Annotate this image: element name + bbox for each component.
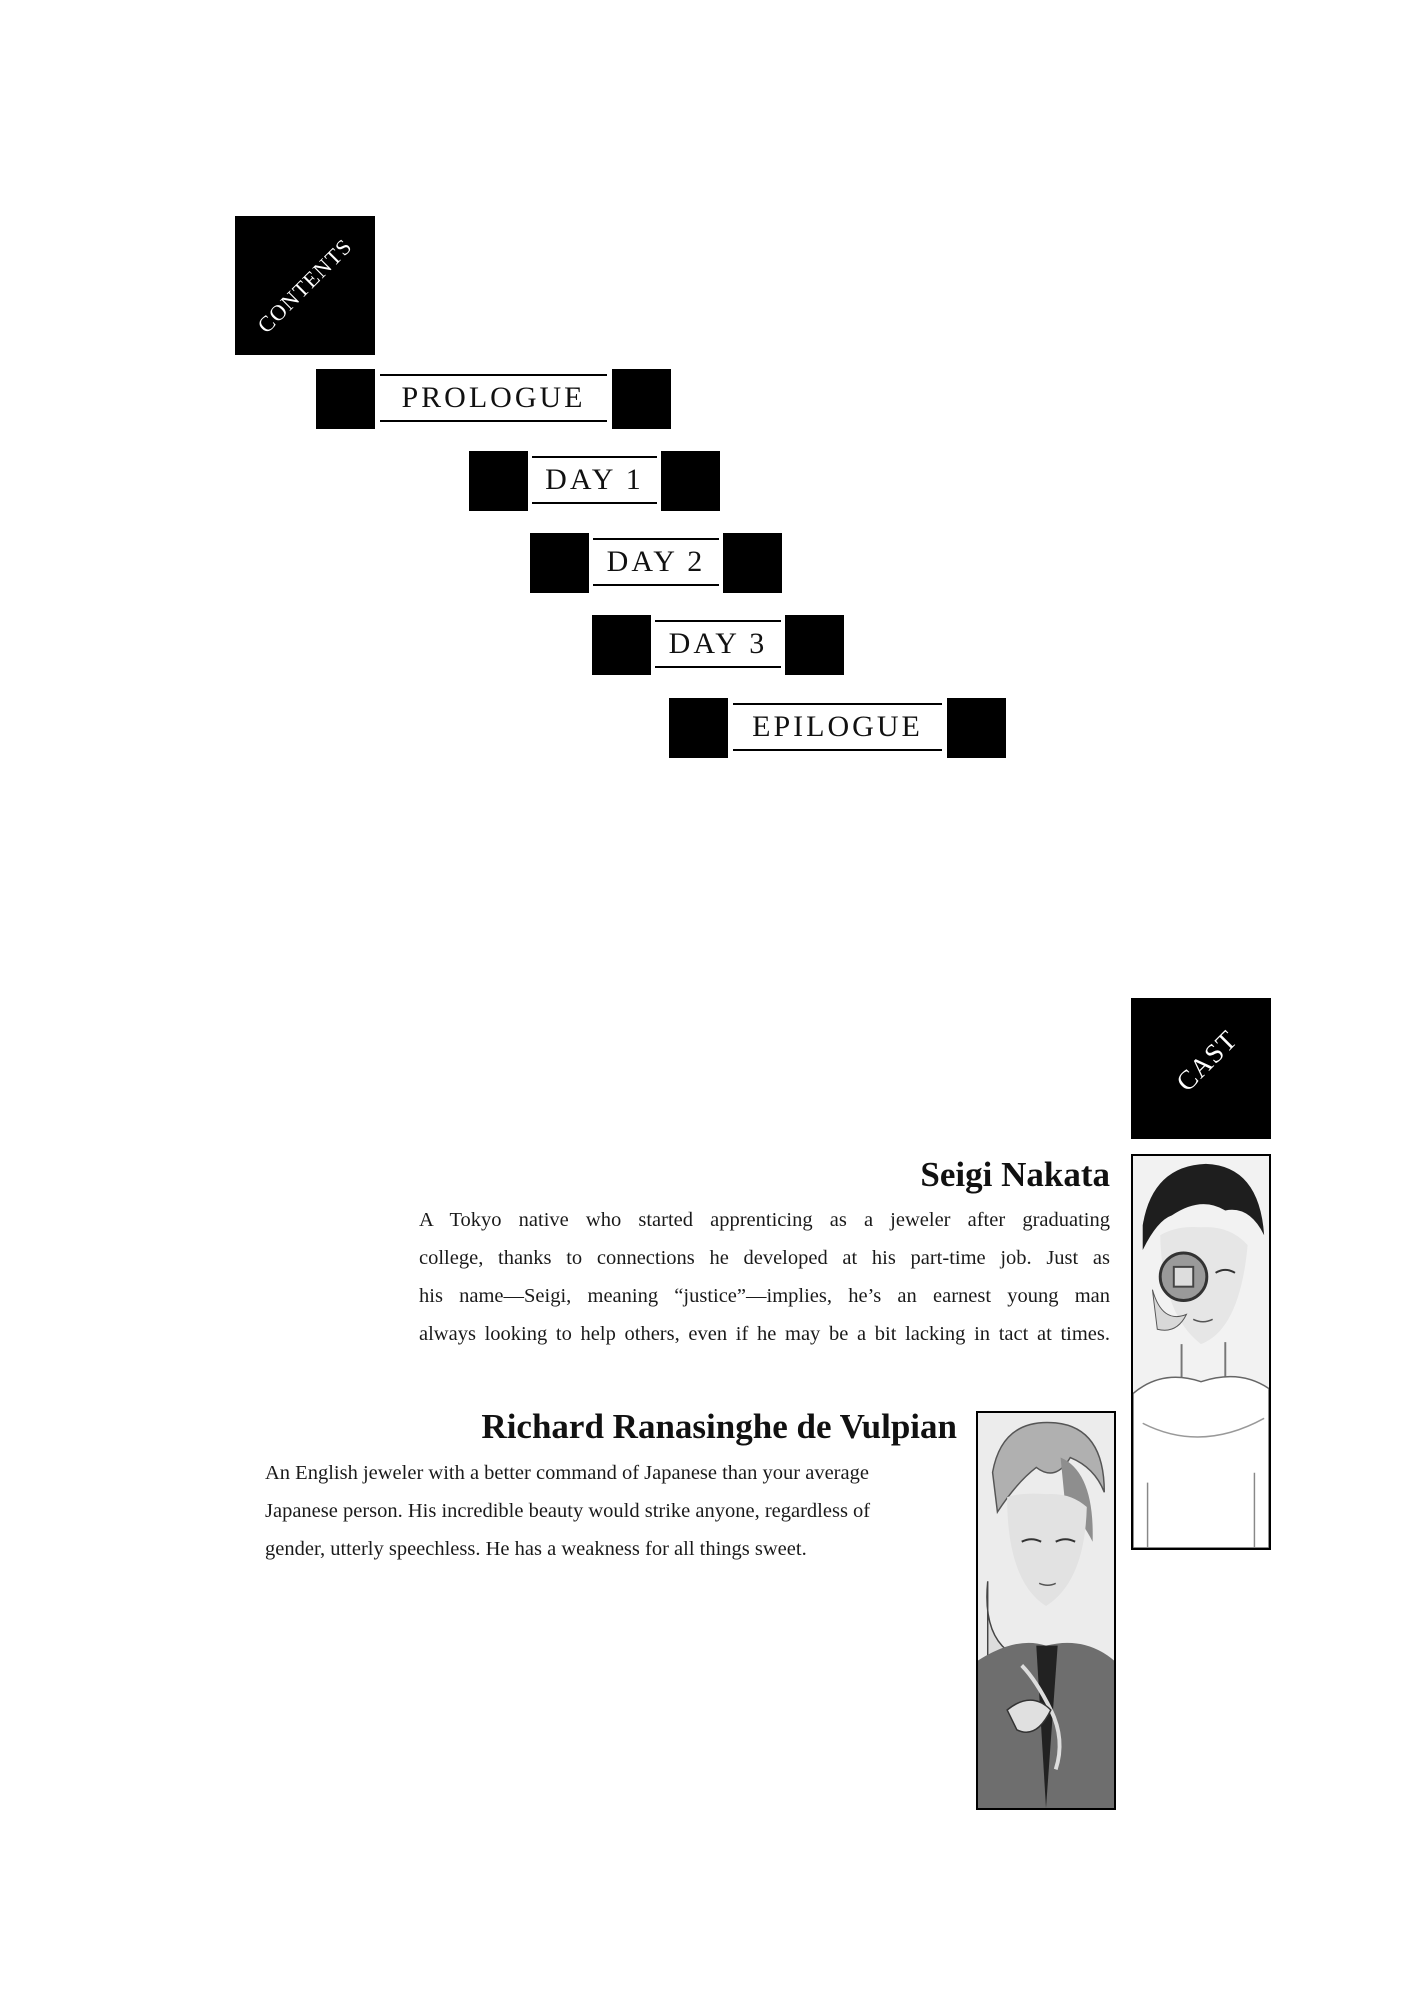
seigi-portrait [1131,1154,1271,1550]
toc-left-block [530,533,589,593]
toc-item-label: EPILOGUE [733,703,942,751]
toc-item-epilogue[interactable] [669,698,1006,758]
bio-line: An English jeweler with a better command of Japanese than your average [265,1462,869,1484]
toc-left-block [669,698,728,758]
bio-line: A Tokyo native who started apprenticing as a jeweler after graduating [419,1209,1110,1231]
bio-line: his name—Seigi, meaning “justice”—implies, he’s an earnest young man [419,1285,1110,1307]
toc-item-prologue[interactable] [316,369,671,429]
cast-name-richard: Richard Ranasinghe de Vulpian [481,1407,957,1446]
toc-right-block [785,615,844,675]
richard-portrait [976,1411,1116,1810]
cast-heading-box [1131,998,1271,1139]
toc-item-label: PROLOGUE [380,374,607,422]
toc-right-block [723,533,782,593]
toc-item-day-2[interactable] [530,533,782,593]
toc-right-block [612,369,671,429]
toc-right-block [661,451,720,511]
cast-name-seigi: Seigi Nakata [920,1155,1110,1194]
toc-left-block [469,451,528,511]
toc-item-day-1[interactable] [469,451,720,511]
cast-bio-richard [265,1454,965,1568]
toc-right-block [947,698,1006,758]
toc-item-label: DAY 1 [532,456,657,504]
toc-left-block [316,369,375,429]
contents-heading-box [235,216,375,355]
bio-line: college, thanks to connections he developed at his part-time job. Just as [419,1247,1110,1269]
toc-item-day-3[interactable] [592,615,844,675]
toc-item-label: DAY 2 [593,538,719,586]
cast-heading: CAST [1170,1023,1244,1097]
bio-line: Japanese person. His incredible beauty would strike anyone, regardless of [265,1500,871,1522]
cast-bio-seigi [419,1201,1110,1353]
contents-heading: CONTENTS [252,232,357,338]
bio-line: always looking to help others, even if he may be a bit lacking in tact at times. [419,1323,1110,1345]
toc-left-block [592,615,651,675]
toc-item-label: DAY 3 [655,620,781,668]
bio-line: gender, utterly speechless. He has a weakness for all things sweet. [265,1538,807,1560]
